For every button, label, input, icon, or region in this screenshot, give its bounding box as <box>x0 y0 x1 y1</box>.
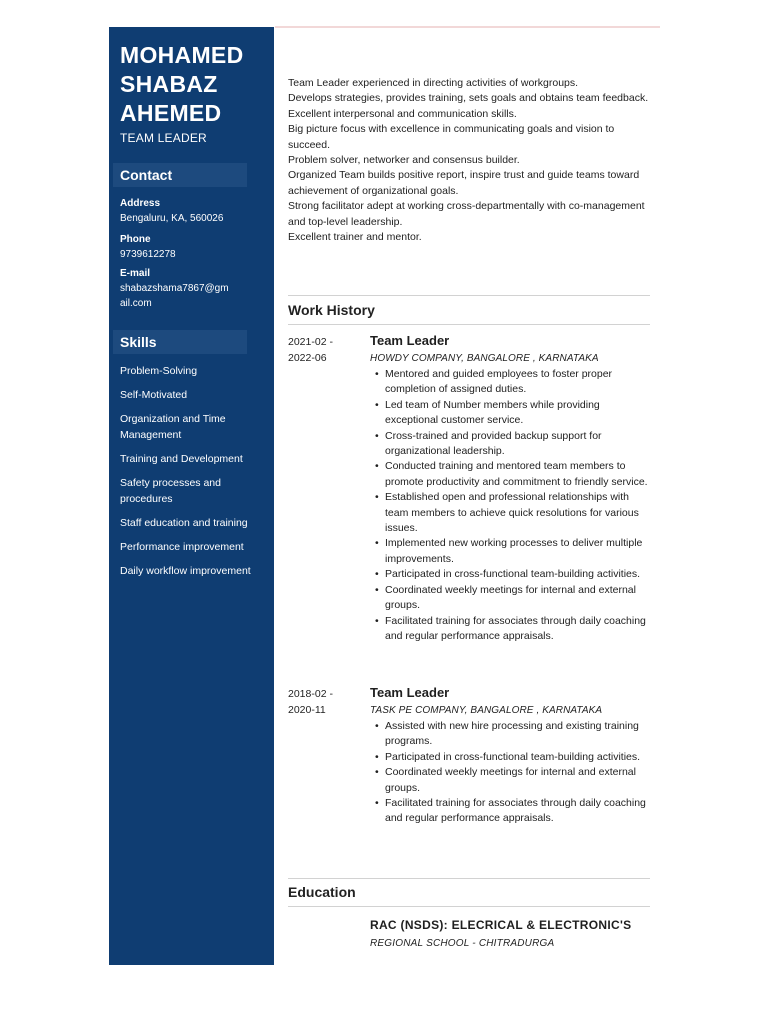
summary-line: Problem solver, networker and consensus builder. <box>288 154 520 167</box>
candidate-name <box>120 41 270 128</box>
education-heading: Education <box>288 884 356 900</box>
address-label: Address <box>120 198 161 209</box>
professional-summary <box>288 76 650 245</box>
duty-item: • Participated in cross-functional team-building activities. <box>375 568 641 581</box>
skill-item: Problem-Solving <box>120 365 198 377</box>
duty-item: • Mentored and guided employees to foster proper completion of assigned duties. <box>375 368 613 396</box>
summary-line: Organized Team builds positive report, inspire trust and guide teams toward achievement of organizational goals. <box>288 169 640 197</box>
job-title: Team Leader <box>370 333 450 348</box>
job-duties <box>370 367 652 644</box>
summary-line: Excellent trainer and mentor. <box>288 231 422 244</box>
summary-line: Big picture focus with excellence in communicating goals and vision to succeed. <box>288 123 615 151</box>
job-company: TASK PE COMPANY, BANGALORE , KARNATAKA <box>370 705 603 716</box>
summary-line: Strong facilitator adept at working cross-departmentally with co-management and top-level leadership. <box>288 200 645 228</box>
duty-item: • Led team of Number members while providing exceptional customer service. <box>375 398 600 427</box>
name-line-2: SHABAZ <box>120 71 218 97</box>
email-label: E-mail <box>120 268 151 279</box>
summary-line: Develops strategies, provides training, sets goals and obtains team feedback. <box>288 92 649 105</box>
skills-list <box>120 363 268 587</box>
skill-item: Performance improvement <box>120 541 244 553</box>
address-value: Bengaluru, KA, 560026 <box>120 213 224 224</box>
name-line-3: AHEMED <box>120 100 222 126</box>
section-divider <box>288 324 650 325</box>
name-line-1: MOHAMED <box>120 42 244 68</box>
duty-item: • Coordinated weekly meetings for internal and external groups. <box>375 583 636 612</box>
job-title: Team Leader <box>370 685 450 700</box>
job-end-date: 2020-11 <box>288 704 326 716</box>
section-divider <box>288 906 650 907</box>
contact-heading: Contact <box>113 163 247 187</box>
top-divider <box>275 26 660 28</box>
education-degree: RAC (NSDS): ELECRICAL & ELECTRONIC'S <box>370 918 632 932</box>
work-history-heading: Work History <box>288 302 375 318</box>
job-start-date: 2021-02 - <box>288 336 333 348</box>
duty-item: • Established open and professional relationships with team members to achieve quick resolutions for various issues. <box>375 491 639 535</box>
skill-item: Staff education and training <box>120 517 248 529</box>
skill-item: Self-Motivated <box>120 389 188 401</box>
skill-item: Daily workflow improvement <box>120 565 251 577</box>
duty-item: • Conducted training and mentored team members to promote productivity and commitment to friendly service. <box>375 460 648 488</box>
summary-line: Team Leader experienced in directing activities of workgroups. <box>288 77 579 89</box>
summary-line: Excellent interpersonal and communication skills. <box>288 107 517 120</box>
section-divider <box>288 878 650 879</box>
section-divider <box>288 295 650 296</box>
duty-item: • Coordinated weekly meetings for internal and external groups. <box>375 766 636 794</box>
education-school: REGIONAL SCHOOL - CHITRADURGA <box>370 938 555 949</box>
sidebar <box>109 27 274 965</box>
candidate-title: TEAM LEADER <box>120 131 207 145</box>
skills-heading: Skills <box>113 330 247 354</box>
duty-item: • Participated in cross-functional team-building activities. <box>375 750 641 763</box>
duty-item: • Assisted with new hire processing and existing training programs. <box>375 720 639 748</box>
duty-item: • Implemented new working processes to deliver multiple improvements. <box>375 537 643 565</box>
job-end-date: 2022-06 <box>288 352 327 364</box>
job-start-date: 2018-02 - <box>288 688 333 700</box>
duty-item: • Facilitated training for associates through daily coaching and regular performance appraisals. <box>375 614 646 642</box>
duty-item: • Cross-trained and provided backup support for organizational leadership. <box>375 429 602 458</box>
job-dates <box>288 334 358 366</box>
skill-item: Organization and Time Management <box>120 413 226 441</box>
skill-item: Training and Development <box>120 453 243 465</box>
phone-value: 9739612278 <box>120 249 176 260</box>
job-company: HOWDY COMPANY, BANGALORE , KARNATAKA <box>370 353 599 364</box>
duty-item: • Facilitated training for associates through daily coaching and regular performance appraisals. <box>375 797 646 825</box>
email-link[interactable]: shabazshama7867@gmail.com <box>120 283 229 309</box>
skill-item: Safety processes and procedures <box>120 477 221 505</box>
job-dates <box>288 686 358 718</box>
job-duties <box>370 719 652 827</box>
phone-label: Phone <box>120 234 151 245</box>
